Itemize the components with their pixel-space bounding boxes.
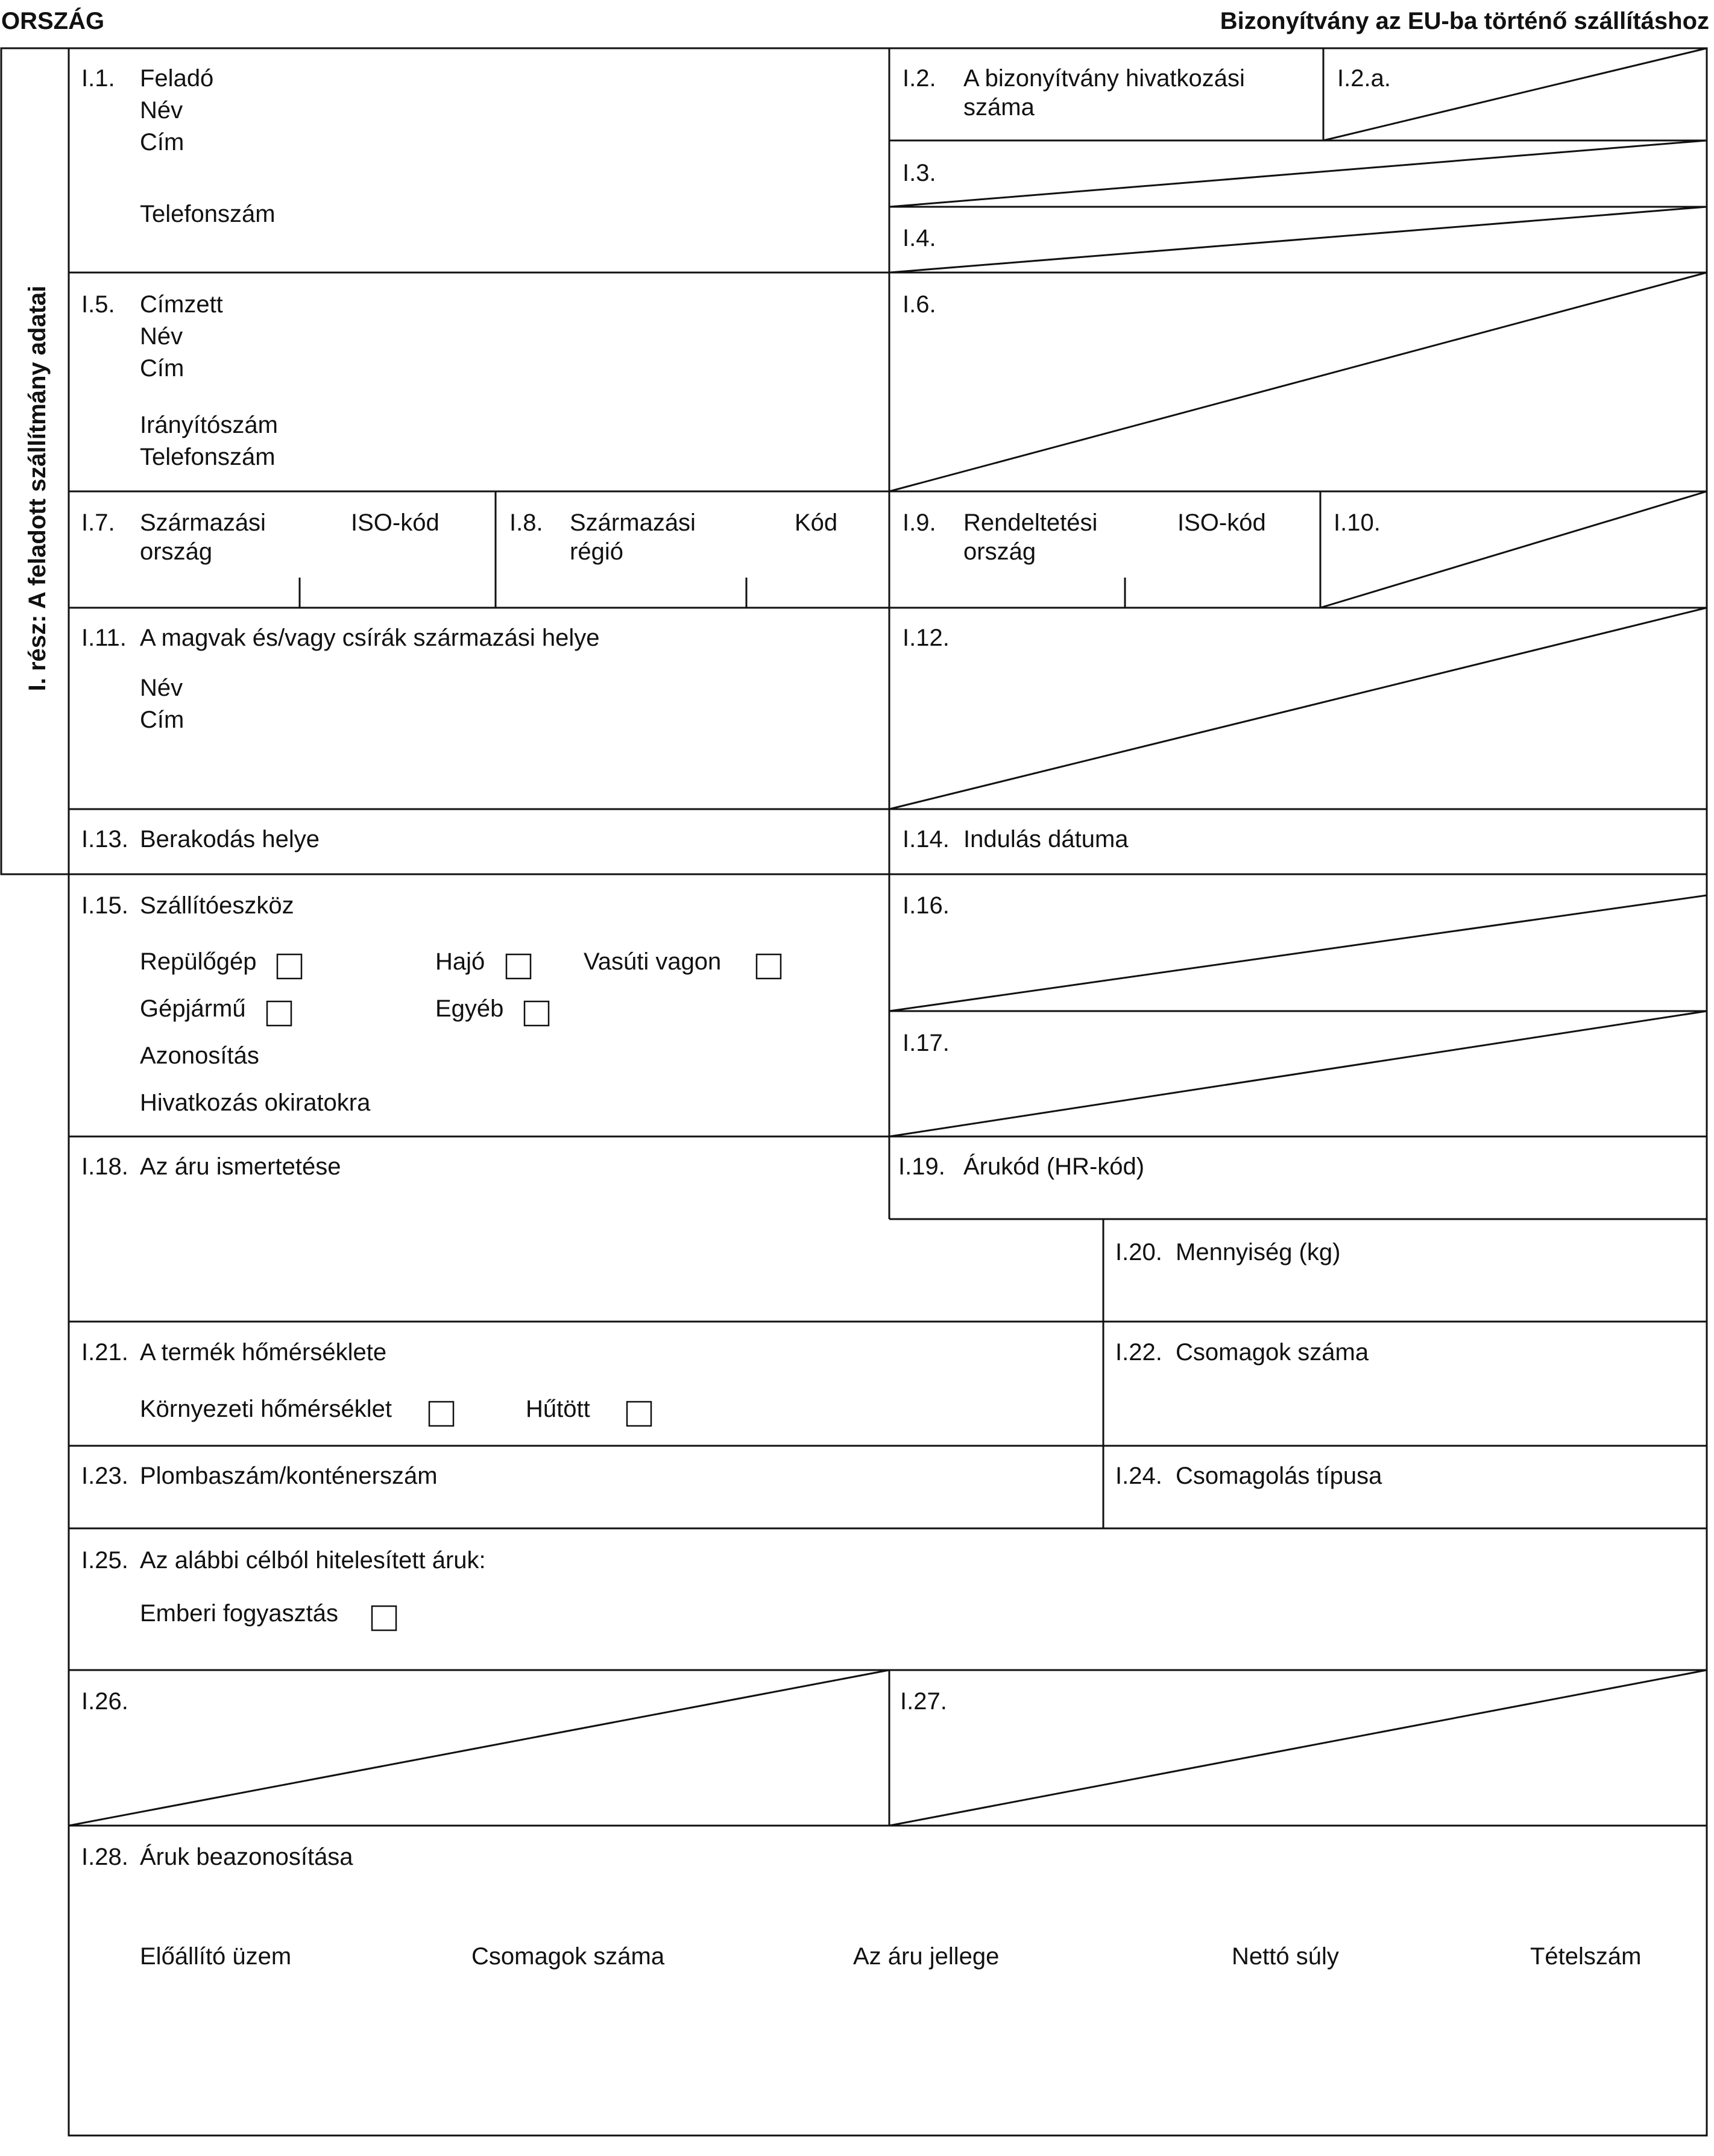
box-title-identification-of-goods: Áruk beazonosítása (140, 1844, 353, 1870)
label-iso-code: ISO-kód (351, 509, 440, 536)
box-title-country-of-origin-line2: ország (140, 538, 213, 565)
strike-i3 (889, 140, 1707, 207)
column-header-net-weight: Nettó súly (1232, 1943, 1339, 1970)
box-number-i1: I.1. (81, 65, 115, 92)
box-number-i27: I.27. (900, 1688, 947, 1715)
box-number-i12: I.12. (903, 625, 950, 651)
field-label-address: Cím (140, 707, 184, 733)
box-title-type-of-packaging: Csomagolás típusa (1176, 1463, 1382, 1489)
option-label-airplane: Repülőgép (140, 948, 257, 975)
box-number-i25: I.25. (81, 1547, 128, 1574)
box-title-product-temperature: A termék hőmérséklete (140, 1339, 387, 1366)
box-number-i7: I.7. (81, 509, 115, 536)
box-title-place-of-loading: Berakodás helye (140, 826, 320, 853)
field-label-address: Cím (140, 129, 184, 156)
box-number-i5: I.5. (81, 291, 115, 318)
box-number-i20: I.20. (1115, 1239, 1162, 1266)
box-number-i26: I.26. (81, 1688, 128, 1715)
checkbox-railway-wagon[interactable] (757, 954, 781, 979)
option-label-other: Egyéb (435, 995, 504, 1022)
box-title-description-of-goods: Az áru ismertetése (140, 1153, 341, 1180)
option-label-railway-wagon: Vasúti vagon (584, 948, 722, 975)
strike-i6 (889, 273, 1707, 491)
label-iso-code: ISO-kód (1177, 509, 1266, 536)
strike-i17 (889, 1011, 1707, 1136)
box-number-i15: I.15. (81, 892, 128, 919)
box-title-number-of-packages: Csomagok száma (1176, 1339, 1369, 1366)
field-label-address: Cím (140, 355, 184, 382)
box-number-i18: I.18. (81, 1153, 128, 1180)
checkbox-human-consumption[interactable] (372, 1606, 396, 1630)
field-label-identification: Azonosítás (140, 1042, 259, 1069)
option-label-ship: Hajó (435, 948, 485, 975)
column-header-establishment: Előállító üzem (140, 1943, 292, 1970)
strike-i26 (69, 1670, 889, 1826)
box-number-i21: I.21. (81, 1339, 128, 1366)
checkbox-ship[interactable] (506, 954, 531, 979)
box-title-consignor: Feladó (140, 65, 214, 92)
box-title-commodity-code: Árukód (HR-kód) (963, 1153, 1145, 1180)
box-number-i22: I.22. (1115, 1339, 1162, 1366)
box-number-i4: I.4. (903, 225, 936, 251)
box-number-i23: I.23. (81, 1463, 128, 1489)
box-title-consignee: Címzett (140, 291, 223, 318)
option-label-chilled: Hűtött (526, 1396, 590, 1422)
box-title-country-of-destination-line2: ország (963, 538, 1036, 565)
box-number-i8: I.8. (509, 509, 543, 536)
checkbox-ambient-temperature[interactable] (429, 1402, 453, 1426)
label-code: Kód (795, 509, 838, 536)
field-label-name: Név (140, 97, 183, 124)
field-label-name: Név (140, 323, 183, 350)
box-number-i2a: I.2.a. (1337, 65, 1391, 92)
box-title-certificate-reference: A bizonyítvány hivatkozási (963, 65, 1245, 92)
header-country: ORSZÁG (1, 8, 105, 34)
strike-i2a (1323, 48, 1707, 140)
checkbox-airplane[interactable] (277, 954, 301, 979)
box-number-i11: I.11. (81, 625, 127, 651)
box-title-place-of-origin-seeds: A magvak és/vagy csírák származási helye (140, 625, 600, 651)
checkbox-chilled[interactable] (627, 1402, 651, 1426)
box-title-departure-date: Indulás dátuma (963, 826, 1129, 853)
strike-i16 (889, 895, 1707, 1011)
box-number-i3: I.3. (903, 160, 936, 186)
box-number-i17: I.17. (903, 1030, 950, 1056)
box-title-means-of-transport: Szállítóeszköz (140, 892, 294, 919)
box-title-region-of-origin-line2: régió (570, 538, 623, 565)
box-title-country-of-origin: Származási (140, 509, 266, 536)
box-title-country-of-destination: Rendeltetési (963, 509, 1098, 536)
side-label-part-1: I. rész: A feladott szállítmány adatai (24, 285, 51, 692)
strike-i12 (889, 608, 1707, 809)
column-header-number-of-packages: Csomagok száma (471, 1943, 665, 1970)
option-label-ambient-temperature: Környezeti hőmérséklet (140, 1396, 392, 1422)
box-title-region-of-origin: Származási (570, 509, 696, 536)
box-title-quantity: Mennyiség (kg) (1176, 1239, 1341, 1266)
box-number-i19: I.19. (898, 1153, 945, 1180)
field-label-phone: Telefonszám (140, 201, 276, 227)
box-title-certificate-reference-line2: száma (963, 94, 1035, 121)
box-number-i6: I.6. (903, 291, 936, 318)
field-label-phone: Telefonszám (140, 444, 276, 470)
checkbox-road-vehicle[interactable] (267, 1001, 291, 1026)
box-title-goods-certified-for: Az alábbi célból hitelesített áruk: (140, 1547, 486, 1574)
box-number-i10: I.10. (1334, 509, 1381, 536)
box-title-seal-container-number: Plombaszám/konténerszám (140, 1463, 438, 1489)
field-label-name: Név (140, 675, 183, 701)
box-number-i9: I.9. (903, 509, 936, 536)
checkbox-other[interactable] (525, 1001, 549, 1026)
box-number-i16: I.16. (903, 892, 950, 919)
option-label-road-vehicle: Gépjármű (140, 995, 246, 1022)
box-number-i24: I.24. (1115, 1463, 1162, 1489)
column-header-batch-number: Tételszám (1530, 1943, 1642, 1970)
header-certificate-title: Bizonyítvány az EU-ba történő szállításhoz (1220, 8, 1709, 34)
box-number-i14: I.14. (903, 826, 950, 853)
field-label-document-references: Hivatkozás okiratokra (140, 1089, 371, 1116)
box-number-i13: I.13. (81, 826, 128, 853)
strike-i4 (889, 207, 1707, 273)
option-label-human-consumption: Emberi fogyasztás (140, 1600, 339, 1627)
strike-i27 (889, 1670, 1707, 1826)
column-header-nature-of-goods: Az áru jellege (853, 1943, 1000, 1970)
box-number-i28: I.28. (81, 1844, 128, 1870)
box-number-i2: I.2. (903, 65, 936, 92)
field-label-postcode: Irányítószám (140, 412, 278, 438)
